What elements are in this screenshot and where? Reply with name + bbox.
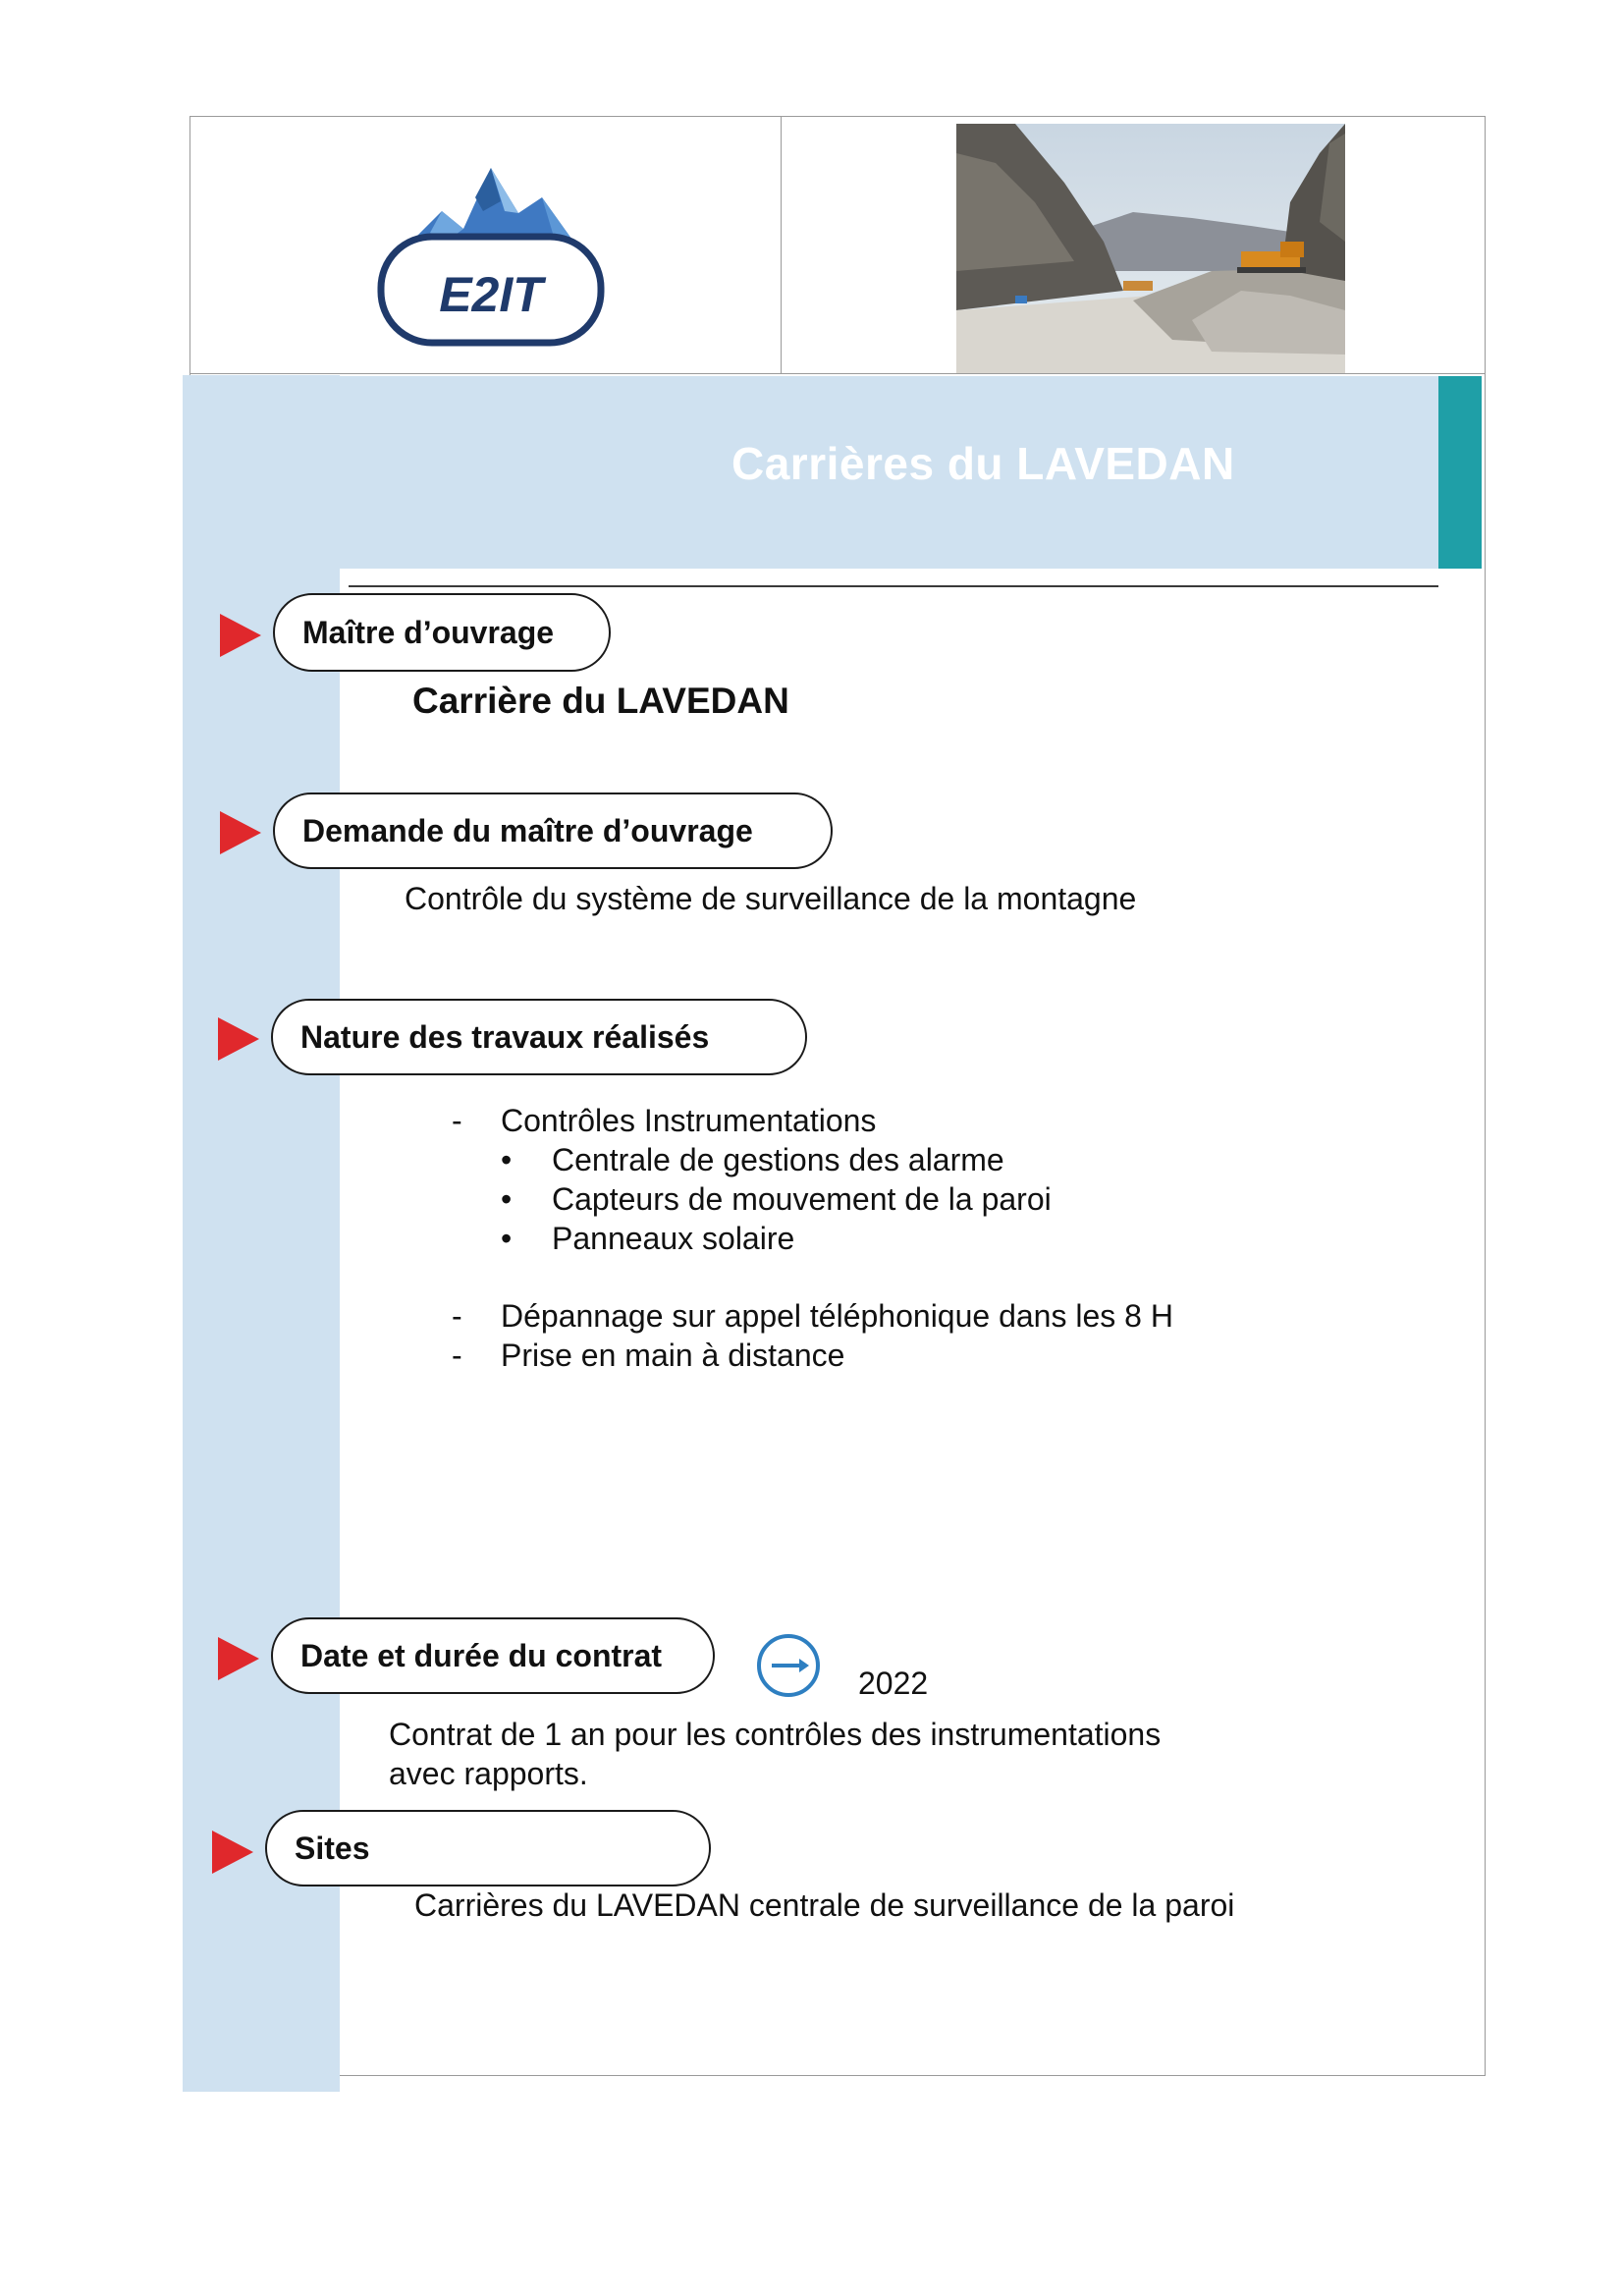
- arrow-circle-icon: [754, 1631, 823, 1700]
- project-title: Carrières du LAVEDAN: [731, 438, 1235, 489]
- section-marker-icon: [220, 811, 261, 854]
- title-rule: [349, 585, 1438, 587]
- list-item: • Capteurs de mouvement de la paroi: [501, 1179, 1052, 1219]
- contract-line-1: Contrat de 1 an pour les contrôles des instrumentations: [389, 1717, 1162, 1752]
- maitre-value: Carrière du LAVEDAN: [412, 681, 789, 721]
- list-item: - Prise en main à distance: [452, 1336, 1173, 1375]
- e2it-logo: [373, 142, 609, 349]
- section-label-date: Date et durée du contrat: [271, 1617, 715, 1694]
- section-marker-icon: [218, 1017, 259, 1061]
- contract-line-2: avec rapports.: [389, 1756, 588, 1791]
- list-item: • Centrale de gestions des alarme: [501, 1140, 1052, 1179]
- works-list: [452, 1101, 876, 1140]
- section-label-demande: Demande du maître d’ouvrage: [273, 793, 833, 869]
- section-label-maitre: Maître d’ouvrage: [273, 593, 611, 672]
- instrumentation-sublist: [501, 1140, 1052, 1258]
- list-item: - Contrôles Instrumentations: [452, 1101, 876, 1140]
- teal-accent-bar: [1438, 376, 1482, 569]
- section-label-nature: Nature des travaux réalisés: [271, 999, 807, 1075]
- quarry-photo: [956, 124, 1345, 373]
- sites-value: Carrières du LAVEDAN centrale de surveillance de la paroi: [414, 1887, 1235, 1923]
- list-item: - Dépannage sur appel téléphonique dans les 8 H: [452, 1296, 1173, 1336]
- section-label-sites: Sites: [265, 1810, 711, 1886]
- demande-value: Contrôle du système de surveillance de la montagne: [405, 881, 1137, 916]
- works-list-2: [452, 1296, 1173, 1375]
- header-divider: [781, 117, 782, 374]
- list-item: • Panneaux solaire: [501, 1219, 1052, 1258]
- section-marker-icon: [218, 1637, 259, 1680]
- section-marker-icon: [220, 614, 261, 657]
- logo-text: E2IT: [439, 267, 543, 322]
- contract-year: 2022: [858, 1666, 929, 1701]
- section-marker-icon: [212, 1831, 253, 1874]
- header-bottom-rule: [189, 373, 1486, 374]
